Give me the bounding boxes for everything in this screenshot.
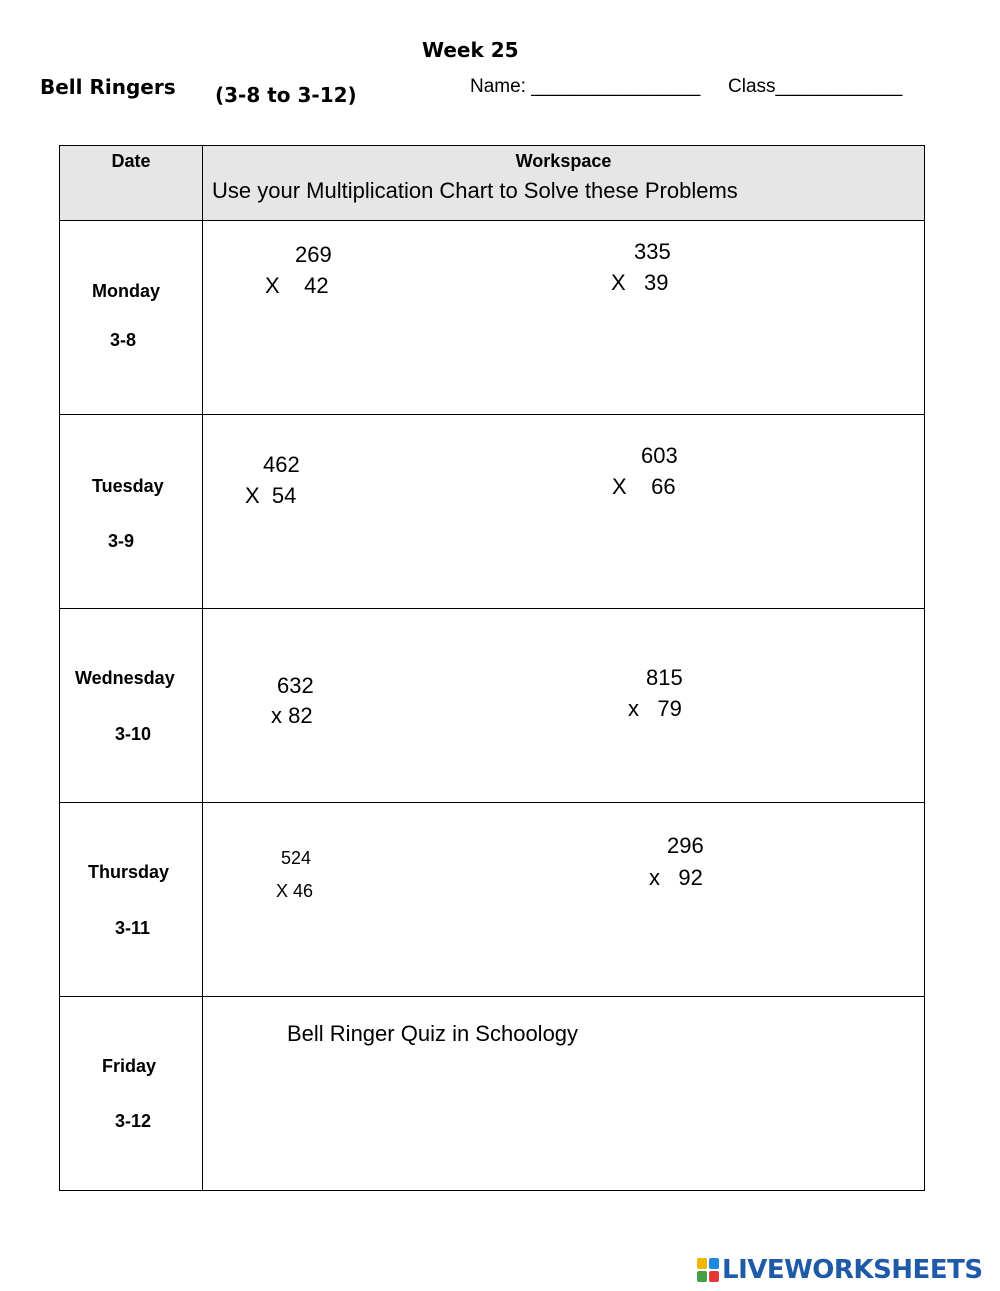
- quiz-note: Bell Ringer Quiz in Schoology: [287, 1021, 579, 1046]
- workspace-cell[interactable]: [203, 415, 925, 609]
- workspace-cell[interactable]: [203, 803, 925, 997]
- problem-1-top: 632: [277, 673, 314, 698]
- workspace-header-label: Workspace: [515, 151, 612, 171]
- instructions: Use your Multiplication Chart to Solve these Problems: [212, 178, 738, 203]
- date-range: (3-8 to 3-12): [215, 83, 357, 107]
- day-name: Wednesday: [75, 668, 175, 688]
- problem-2-top: 335: [634, 239, 671, 264]
- problem-2-bottom: X 39: [611, 270, 669, 295]
- table-row: [60, 997, 925, 1191]
- problem-2-bottom: x 79: [628, 696, 682, 721]
- problem-1-top: 269: [295, 242, 332, 267]
- date-cell: [60, 803, 203, 997]
- problem-1-bottom: x 82: [271, 703, 313, 728]
- logo-square: [709, 1271, 719, 1282]
- day-name: Monday: [92, 281, 161, 301]
- problem-2-bottom: x 92: [649, 865, 703, 890]
- date-header-label: Date: [111, 151, 151, 171]
- day-date: 3-9: [108, 531, 135, 551]
- date-column-header: [60, 146, 203, 221]
- day-date: 3-11: [115, 918, 151, 938]
- bell-ringer-table: [59, 145, 925, 1191]
- class-field[interactable]: Class____________: [728, 76, 903, 97]
- problem-1-bottom: X 46: [276, 881, 314, 901]
- problem-1-top: 524: [281, 848, 312, 868]
- day-name: Thursday: [88, 862, 170, 882]
- logo-square: [697, 1258, 707, 1269]
- problem-2-top: 603: [641, 443, 678, 468]
- logo-square: [709, 1258, 719, 1269]
- workspace-cell[interactable]: [203, 609, 925, 803]
- brand-name: LIVEWORKSHEETS: [722, 1255, 983, 1285]
- workspace-cell[interactable]: [203, 221, 925, 415]
- workspace-column-header: [203, 146, 925, 221]
- problem-1-bottom: X 54: [245, 483, 297, 508]
- worksheet-title: Bell Ringers: [40, 75, 176, 99]
- table-row: [60, 221, 925, 415]
- liveworksheets-logo-icon: [697, 1258, 719, 1282]
- logo-square: [697, 1271, 707, 1282]
- workspace-cell[interactable]: [203, 997, 925, 1191]
- problem-2-bottom: X 66: [612, 474, 676, 499]
- problem-1-bottom: X 42: [265, 273, 329, 298]
- table-row: [60, 609, 925, 803]
- date-cell: [60, 221, 203, 415]
- problem-2-top: 296: [667, 833, 704, 858]
- date-cell: [60, 997, 203, 1191]
- table-header-row: [60, 146, 925, 221]
- liveworksheets-brand: [697, 1256, 983, 1284]
- day-name: Tuesday: [92, 476, 164, 496]
- table-row: [60, 803, 925, 997]
- week-title: Week 25: [422, 38, 519, 62]
- problem-1-top: 462: [263, 452, 300, 477]
- day-date: 3-10: [115, 724, 152, 744]
- date-cell: [60, 609, 203, 803]
- day-date: 3-8: [110, 330, 137, 350]
- name-field[interactable]: Name: ________________: [470, 76, 701, 97]
- problem-2-top: 815: [646, 665, 683, 690]
- day-date: 3-12: [115, 1111, 152, 1131]
- date-cell: [60, 415, 203, 609]
- table-row: [60, 415, 925, 609]
- day-name: Friday: [102, 1056, 157, 1076]
